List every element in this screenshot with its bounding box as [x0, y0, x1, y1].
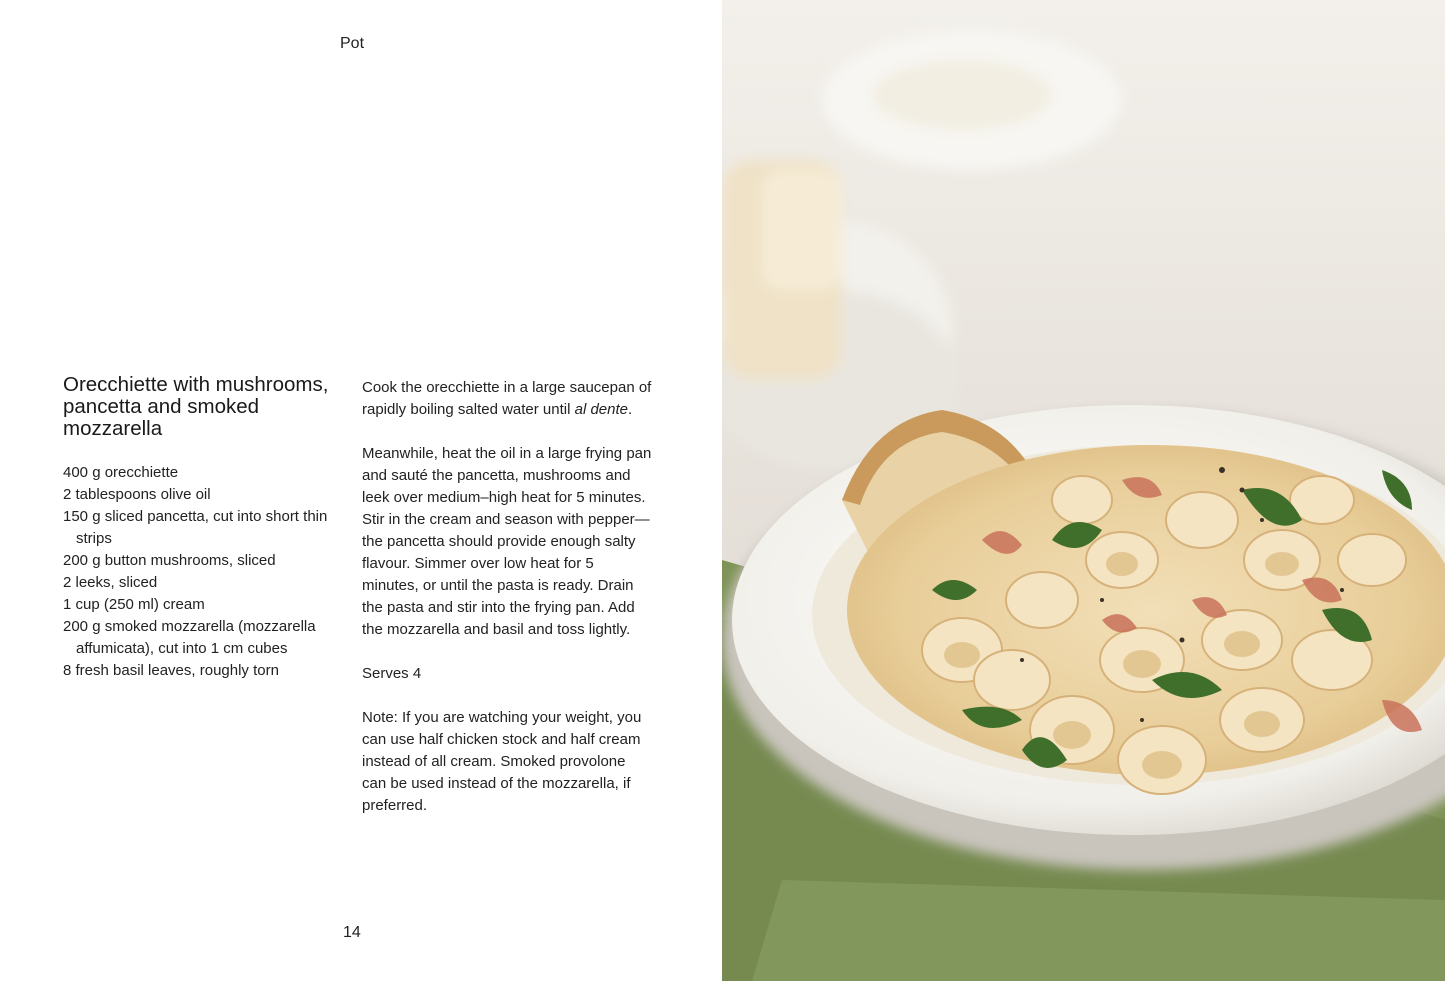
method-column	[362, 377, 652, 839]
ingredient-list	[63, 462, 333, 682]
text-page	[0, 0, 722, 981]
method-step-1-end: .	[628, 401, 633, 418]
method-step-2: Meanwhile, heat the oil in a large frying pan and sauté the pancetta, mushrooms and leek over medium–high heat for 5 minutes. Stir in the cream and season with pepper—the pancetta should provide enough salty flavour. Simmer over low heat for 5 minutes, or until the pasta is ready. Drain the pasta and stir into the frying pan. Add the mozzarella and basil and toss lightly.	[362, 445, 652, 638]
ingredient-item: 8 fresh basil leaves, roughly torn	[63, 662, 279, 679]
food-photo	[722, 0, 1445, 981]
method-step-1-italic: al dente	[574, 401, 629, 418]
ingredient-item: 400 g orecchiette	[63, 464, 179, 481]
serves: Serves 4	[362, 665, 422, 682]
page-number: 14	[343, 924, 361, 941]
method-step-1	[362, 377, 652, 421]
recipe-note: Note: If you are watching your weight, you can use half chicken stock and half cream instead of all cream. Smoked provolone can be used instead of the mozzarella, if preferred.	[362, 709, 642, 814]
ingredient-item: 2 tablespoons olive oil	[63, 486, 211, 503]
food-photo-illustration	[722, 0, 1445, 981]
recipe-header-column	[63, 374, 333, 682]
recipe-title: Orecchiette with mushrooms, pancetta and smoked mozzarella	[63, 373, 329, 440]
ingredient-item: 150 g sliced pancetta, cut into short thin strips	[63, 508, 328, 547]
ingredient-item: 1 cup (250 ml) cream	[63, 596, 205, 613]
method-step-1-text: Cook the orecchiette in a large saucepan of rapidly boiling salted water until	[362, 379, 652, 418]
section-label: Pot	[340, 35, 365, 52]
ingredient-item: 2 leeks, sliced	[63, 574, 158, 591]
ingredient-item: 200 g button mushrooms, sliced	[63, 552, 276, 569]
ingredient-item: 200 g smoked mozzarella (mozzarella affumicata), cut into 1 cm cubes	[63, 618, 316, 657]
